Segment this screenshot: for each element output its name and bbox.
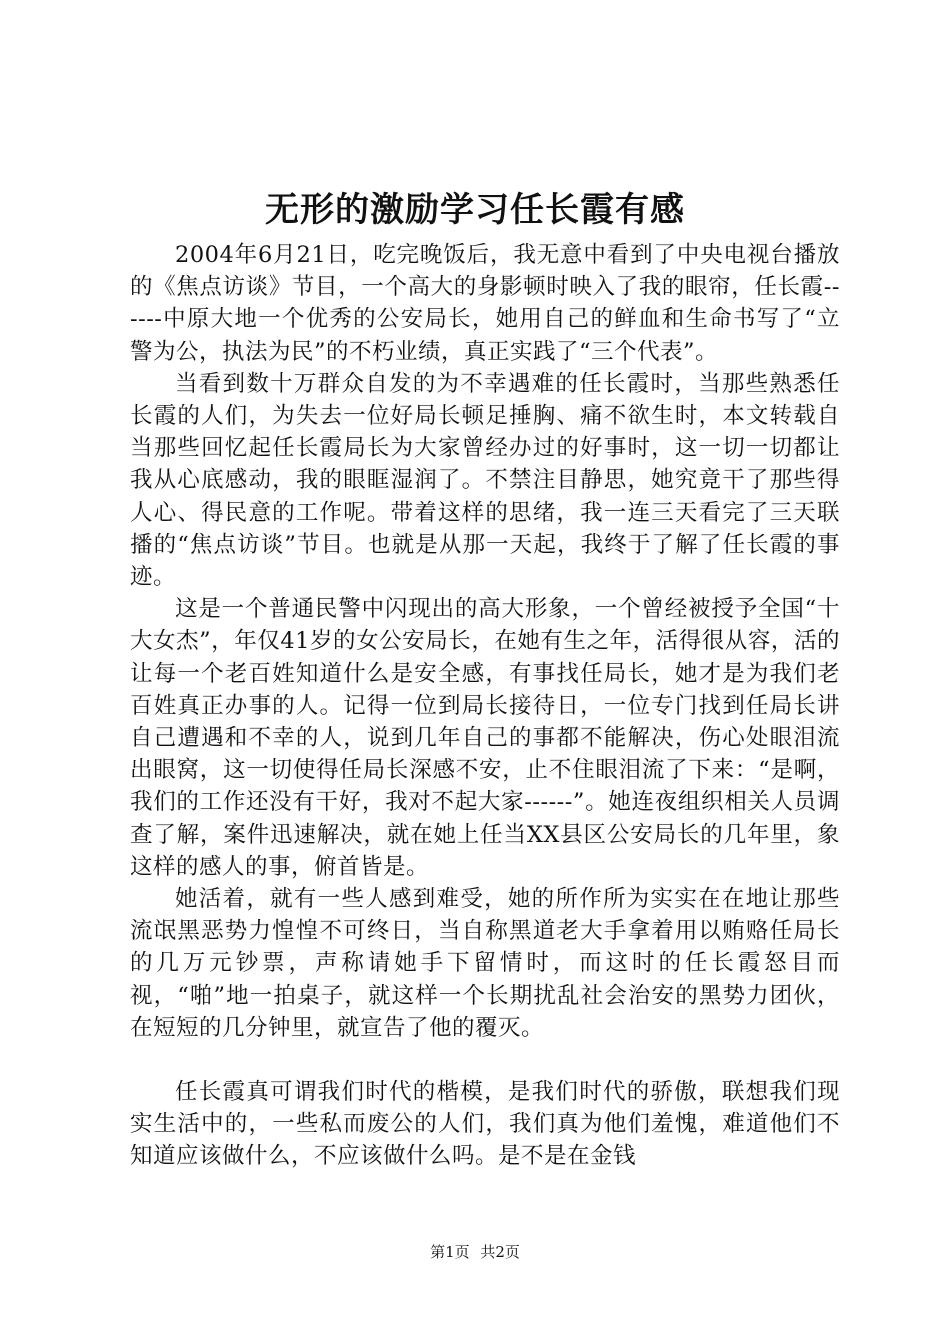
- page-total: 共2页: [480, 1243, 520, 1261]
- paragraph-5: 任长霞真可谓我们时代的楷模，是我们时代的骄傲，联想我们现实生活中的，一些私而废公的人们，我们真为他们羞愧，难道他们不知道应该做什么，不应该做什么吗。是不是在金钱: [130, 1079, 840, 1170]
- paragraph-spacer: [130, 1044, 840, 1076]
- paragraph-2: 当看到数十万群众自发的为不幸遇难的任长霞时，当那些熟悉任长霞的人们，为失去一位好局长顿足捶胸、痛不欲生时，本文转载自当那些回忆起任长霞局长为大家曾经办过的好事时，这一切一切都让我从心底感动，我的眼眶湿润了。不禁注目静思，她究竟干了那些得人心、得民意的工作呢。带着这样的思绪，我一连三天看完了三天联播的“焦点访谈”节目。也就是从那一天起，我终于了解了任长霞的事迹。: [130, 370, 840, 591]
- page-number: 第1页: [430, 1243, 470, 1261]
- paragraph-1: 2004年6月21日，吃完晚饭后，我无意中看到了中央电视台播放的《焦点访谈》节目，一个高大的身影顿时映入了我的眼帘，任长霞------中原大地一个优秀的公安局长，她用自己的鲜血和生命书写了“立警为公，执法为民”的不朽业绩，真正实践了“三个代表”。: [130, 242, 840, 365]
- document-title: 无形的激励学习任长霞有感: [265, 190, 685, 230]
- page-footer: [0, 1242, 950, 1262]
- document-body: [130, 239, 840, 1173]
- paragraph-3: 这是一个普通民警中闪现出的高大形象，一个曾经被授予全国“十大女杰”，年仅41岁的女公安局长，在她有生之年，活得很从容，活的让每一个老百姓知道什么是安全感，有事找任局长，她才是为我们老百姓真正办事的人。记得一位到局长接待日，一位专门找到任局长讲自己遭遇和不幸的人，说到几年自己的事都不能解决，伤心处眼泪流出眼窝，这一切使得任局长深感不安，止不住眼泪流了下来：“是啊，我们的工作还没有干好，我对不起大家------”。她连夜组织相关人员调查了解，案件迅速解决，就在她上任当XX县区公安局长的几年里，象这样的感人的事，俯首皆是。: [130, 596, 840, 880]
- paragraph-4: 她活着，就有一些人感到难受，她的所作所为实实在在地让那些流氓黑恶势力惶惶不可终日，当自称黑道老大手拿着用以贿赂任局长的几万元钞票，声称请她手下留情时，而这时的任长霞怒目而视，“啪”地一拍桌子，就这样一个长期扰乱社会治安的黑势力团伙，在短短的几分钟里，就宣告了他的覆灭。: [130, 886, 840, 1041]
